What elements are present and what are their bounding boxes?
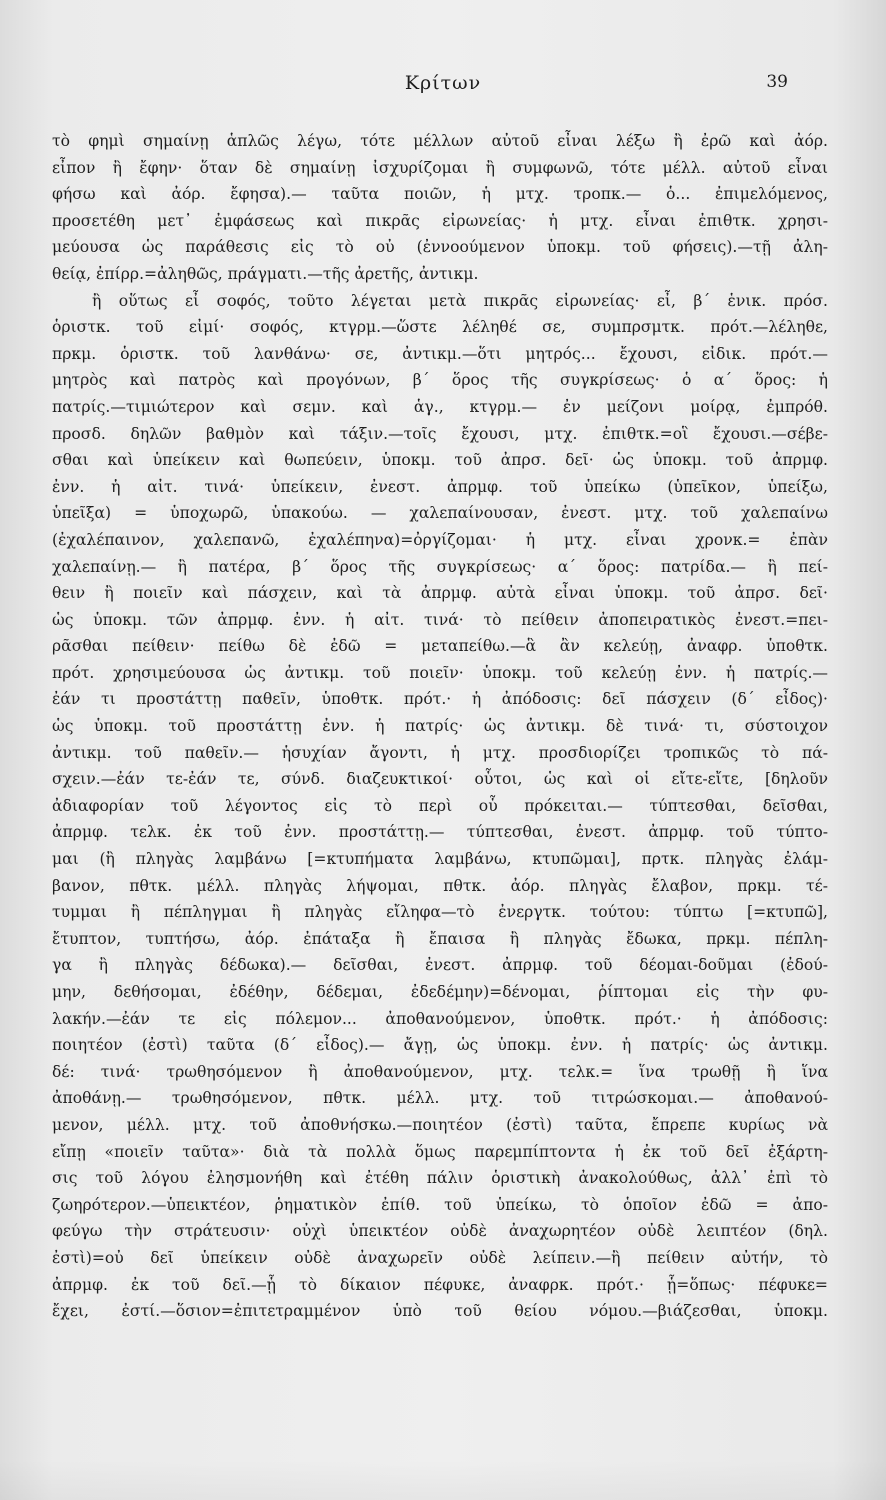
text-line: ἔχει, ἐστί.—ὅσιον=ἐπιτετραμμένον ὑπὸ τοῦ θείου νόμου.—βιάζεσθαι, ὑποκμ. [52,1302,828,1321]
text-line: ἐάν τι προστάττῃ παθεῖν, ὑποθτκ. πρότ.· ἡ ἀπόδοσις: δεῖ πάσχειν (δ´ εἶδος)· [52,690,828,709]
commentary-text [52,128,828,1325]
text-line: ἢ οὕτως εἶ σοφός, τοῦτο λέγεται μετὰ πικρᾶς εἰρωνείας· εἶ, β´ ἑνικ. πρόσ. [92,291,828,310]
text-line: ζωηρότερον.—ὑπεικτέον, ῥηματικὸν ἐπίθ. τοῦ ὑπείκω, τὸ ὁποῖον ἐδῶ = ἀπο- [52,1195,828,1214]
text-line: ὑπεῖξα) = ὑποχωρῶ, ὑπακούω. — χαλεπαίνουσαν, ἐνεστ. μτχ. τοῦ χαλεπαίνω [52,504,828,523]
text-line: μαι (ἢ πληγὰς λαμβάνω [=κτυπήματα λαμβάνω, κτυπῶμαι], πρτκ. πληγὰς ἐλάμ- [52,850,828,869]
text-line: φήσω καὶ ἀόρ. ἔφησα).— ταῦτα ποιῶν, ἡ μτχ. τροπκ.— ὁ... ἐπιμελόμενος, [52,185,828,204]
text-line: ἀπρμφ. τελκ. ἐκ τοῦ ἐνν. προστάττῃ.— τύπτεσθαι, ἐνεστ. ἀπρμφ. τοῦ τύπτο- [52,823,828,842]
page-shadow [0,1460,886,1500]
text-line: πρότ. χρησιμεύουσα ὡς ἀντικμ. τοῦ ποιεῖν· ὑποκμ. τοῦ κελεύῃ ἐνν. ἡ πατρίς.— [52,663,828,682]
text-line: θείᾳ, ἐπίρρ.=ἀληθῶς, πράγματι.—τῆς ἀρετῆς, ἀντικμ. [52,264,479,283]
text-line: σις τοῦ λόγου ἐλησμονήθη καὶ ἐτέθη πάλιν ὁριστικὴ ἀνακολούθως, ἀλλ᾽ ἐπὶ τὸ [52,1169,828,1188]
page-number: 39 [766,72,788,92]
text-line: ἀντικμ. τοῦ παθεῖν.— ἡσυχίαν ἄγοντι, ἡ μτχ. προσδιορίζει τροπικῶς τὸ πά- [52,743,828,762]
text-line: λακήν.—ἐάν τε εἰς πόλεμον... ἀποθανούμενον, ὑποθτκ. πρότ.· ἡ ἀπόδοσις: [52,1009,828,1028]
text-line: εἶπον ἢ ἔφην· ὅταν δὲ σημαίνῃ ἰσχυρίζομαι ἢ συμφωνῶ, τότε μέλλ. αὐτοῦ εἶναι [52,158,828,177]
text-line: ἀδιαφορίαν τοῦ λέγοντος εἰς τὸ περὶ οὗ πρόκειται.— τύπτεσθαι, δεῖσθαι, [52,796,828,815]
text-line: τυμμαι ἢ πέπληγμαι ἢ πληγὰς εἴληφα—τὸ ἐνεργτκ. τούτου: τύπτω [=κτυπῶ], [52,903,828,922]
text-line: ἐνν. ἡ αἰτ. τινά· ὑπείκειν, ἐνεστ. ἀπρμφ. τοῦ ὑπείκω (ὑπεῖκον, ὑπείξω, [52,477,828,496]
text-line: εἴπῃ «ποιεῖν ταῦτα»· διὰ τὰ πολλὰ ὅμως παρεμπίπτοντα ἡ ἐκ τοῦ δεῖ ἐξάρτη- [52,1142,828,1161]
text-line: ἔτυπτον, τυπτήσω, ἀόρ. ἐπάταξα ἢ ἔπαισα ἢ πληγὰς ἔδωκα, πρκμ. πέπλη- [52,929,828,948]
running-title: Κρίτων [404,72,482,94]
text-line: δέ: τινά· τρωθησόμενον ἢ ἀποθανούμενον, μτχ. τελκ.= ἵνα τρωθῇ ἢ ἵνα [52,1062,828,1081]
text-line: θειν ἢ ποιεῖν καὶ πάσχειν, καὶ τὰ ἀπρμφ. αὐτὰ εἶναι ὑποκμ. τοῦ ἀπρσ. δεῖ· [52,584,828,603]
text-line: ρᾶσθαι πείθειν· πείθω δὲ ἐδῶ = μεταπείθω.—ἃ ἂν κελεύῃ, ἀναφρ. ὑποθτκ. [52,637,828,656]
text-line: μενον, μέλλ. μτχ. τοῦ ἀποθνήσκω.—ποιητέον (ἐστὶ) ταῦτα, ἔπρεπε κυρίως νὰ [52,1115,828,1134]
text-line: σθαι καὶ ὑπείκειν καὶ θωπεύειν, ὑποκμ. τοῦ ἀπρσ. δεῖ· ὡς ὑποκμ. τοῦ ἀπρμφ. [52,451,828,470]
text-line: τὸ φημὶ σημαίνῃ ἁπλῶς λέγω, τότε μέλλων αὐτοῦ εἶναι λέξω ἢ ἐρῶ καὶ ἀόρ. [52,132,828,150]
text-line: προσετέθη μετ᾽ ἐμφάσεως καὶ πικρᾶς εἰρωνείας· ἡ μτχ. εἶναι ἐπιθτκ. χρησι- [52,211,828,230]
text-line: πρκμ. ὁριστκ. τοῦ λανθάνω· σε, ἀντικμ.—ὅτι μητρός... ἔχουσι, εἰδικ. πρότ.— [52,344,828,363]
text-line: ἀποθάνῃ.— τρωθησόμενον, πθτκ. μέλλ. μτχ. τοῦ τιτρώσκομαι.— ἀποθανού- [52,1089,828,1108]
text-line: σχειν.—ἐάν τε-ἐάν τε, σύνδ. διαζευκτικοί· οὗτοι, ὡς καὶ οἱ εἴτε-εἴτε, [δηλοῦν [52,770,828,789]
text-line: χαλεπαίνῃ.— ἢ πατέρα, β´ ὅρος τῆς συγκρίσεως· α´ ὅρος: πατρίδα.— ἢ πεί- [52,557,828,576]
text-line: βανον, πθτκ. μέλλ. πληγὰς λήψομαι, πθτκ. ἀόρ. πληγὰς ἔλαβον, πρκμ. τέ- [52,876,828,895]
text-line: προσδ. δηλῶν βαθμὸν καὶ τάξιν.—τοῖς ἔχουσι, μτχ. ἐπιθτκ.=οἳ ἔχουσι.—σέβε- [52,424,828,443]
text-line: μην, δεθήσομαι, ἐδέθην, δέδεμαι, ἐδεδέμην)=δένομαι, ῥίπτομαι εἰς τὴν φυ- [52,983,828,1001]
text-line: μεύουσα ὡς παράθεσις εἰς τὸ οὐ (ἐννοούμενον ὑποκμ. τοῦ φήσεις).—τῇ ἀλη- [52,238,828,257]
text-line: πατρίς.—τιμιώτερον καὶ σεμν. καὶ ἁγ., κτγρμ.— ἐν μείζονι μοίρᾳ, ἐμπρόθ. [52,397,828,416]
text-line: (ἐχαλέπαινον, χαλεπανῶ, ἐχαλέπηνα)=ὀργίζομαι· ἡ μτχ. εἶναι χρονκ.= ἐπὰν [52,530,828,549]
text-line: ὡς ὑποκμ. τῶν ἀπρμφ. ἐνν. ἡ αἰτ. τινά· τὸ πείθειν ἀποπειρατικὸς ἐνεστ.=πει- [52,610,828,629]
text-line: ἀπρμφ. ἐκ τοῦ δεῖ.—ᾗ τὸ δίκαιον πέφυκε, ἀναφρκ. πρότ.· ᾗ=ὅπως· πέφυκε= [52,1275,828,1294]
text-line: φεύγω τὴν στράτευσιν· οὐχὶ ὑπεικτέον οὐδὲ ἀναχωρητέον οὐδὲ λειπτέον (δηλ. [52,1222,828,1241]
text-line: γα ἢ πληγὰς δέδωκα).— δεῖσθαι, ἐνεστ. ἀπρμφ. τοῦ δέομαι-δοῦμαι (ἐδού- [52,956,828,975]
text-line: ὁριστκ. τοῦ εἰμί· σοφός, κτγρμ.—ὥστε λέληθέ σε, συμπρσμτκ. πρότ.—λέληθε, [52,318,828,337]
text-line: μητρὸς καὶ πατρὸς καὶ προγόνων, β´ ὅρος τῆς συγκρίσεως· ὁ α´ ὅρος: ἡ [52,371,828,390]
text-line: ὡς ὑποκμ. τοῦ προστάττῃ ἐνν. ἡ πατρίς· ὡς ἀντικμ. δὲ τινά· τι, σύστοιχον [52,717,828,736]
text-line: ἐστὶ)=οὐ δεῖ ὑπείκειν οὐδὲ ἀναχωρεῖν οὐδὲ λείπειν.—ἢ πείθειν αὐτήν, τὸ [52,1248,828,1267]
text-line: ποιητέον (ἐστὶ) ταῦτα (δ´ εἶδος).— ἄγῃ, ὡς ὑποκμ. ἐνν. ἡ πατρίς· ὡς ἀντικμ. [52,1036,828,1055]
